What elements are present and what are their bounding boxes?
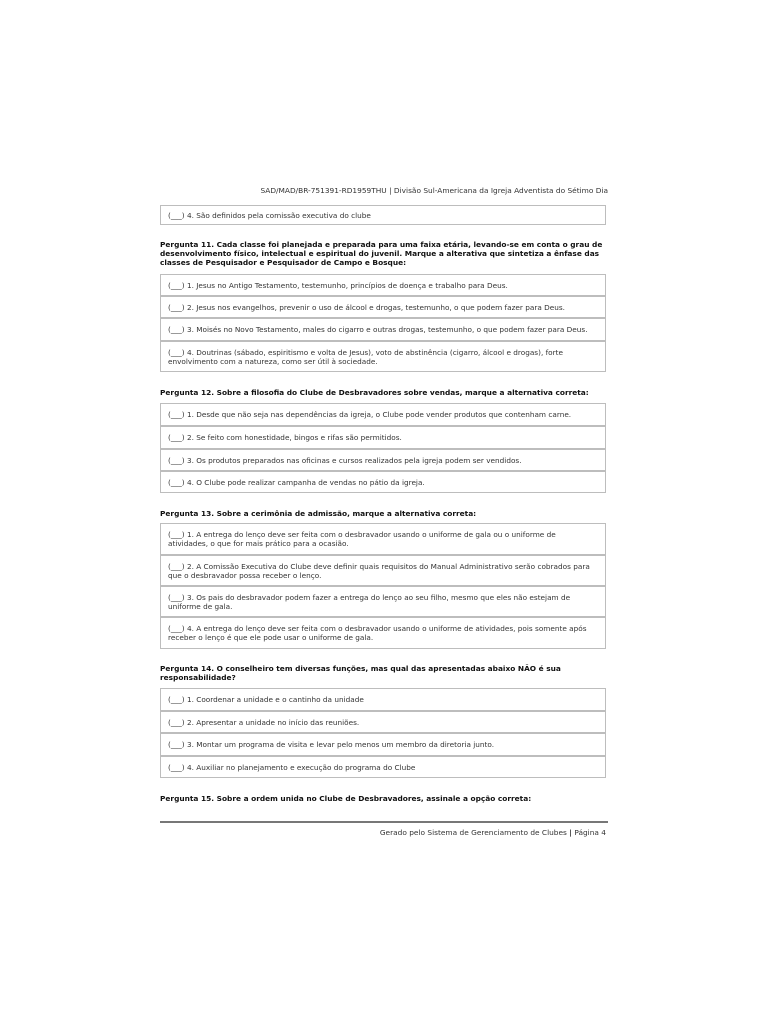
q11-option-3: (___) 3. Moisés no Novo Testamento, males do cigarro e outras drogas, testemunho, o que podem fazer para Deus. (160, 318, 606, 341)
q12-option-1: (___) 1. Desde que não seja nas dependências da igreja, o Clube pode vender produtos que contenham carne. (160, 403, 606, 426)
q11-option-1: (___) 1. Jesus no Antigo Testamento, testemunho, princípios de doença e trabalho para Deus. (160, 274, 606, 296)
footer-divider (160, 821, 608, 823)
q14-option-4: (___) 4. Auxiliar no planejamento e execução do programa do Clube (160, 756, 606, 778)
q10-option-4: (___) 4. São definidos pela comissão executiva do clube (160, 205, 606, 225)
q13-option-3: (___) 3. Os pais do desbravador podem fazer a entrega do lenço ao seu filho, mesmo que eles não estejam de uniforme de gala. (160, 586, 606, 617)
q14-option-2: (___) 2. Apresentar a unidade no início das reuniões. (160, 711, 606, 733)
q13-option-1: (___) 1. A entrega do lenço deve ser feita com o desbravador usando o uniforme de gala ou o uniforme de atividades, o que for mais prático para a ocasião. (160, 523, 606, 555)
page-footer (160, 828, 606, 837)
page-header: SAD/MAD/BR-751391-RD1959THU | Divisão Sul-Americana da Igreja Adventista do Sétimo Dia (260, 186, 608, 195)
q12-question: Pergunta 12. Sobre a filosofia do Clube de Desbravadores sobre vendas, marque a alternativa correta: (160, 388, 589, 397)
q13-option-2: (___) 2. A Comissão Executiva do Clube deve definir quais requisitos do Manual Administrativo serão cobrados para que o desbravador possa receber o lenço. (160, 555, 606, 586)
q13-option-4: (___) 4. A entrega do lenço deve ser feita com o desbravador usando o uniforme de atividades, pois somente após receber o lenço é que ele pode usar o uniforme de gala. (160, 617, 606, 649)
q12-option-3: (___) 3. Os produtos preparados nas oficinas e cursos realizados pela igreja podem ser vendidos. (160, 449, 606, 471)
q14-option-3: (___) 3. Montar um programa de visita e levar pelo menos um membro da diretoria junto. (160, 733, 606, 756)
q14-question: Pergunta 14. O conselheiro tem diversas funções, mas qual das apresentadas abaixo NÃO é sua responsabilidade? (160, 664, 561, 682)
q15-question: Pergunta 15. Sobre a ordem unida no Clube de Desbravadores, assinale a opção correta: (160, 794, 532, 803)
q11-option-2: (___) 2. Jesus nos evangelhos, prevenir o uso de álcool e drogas, testemunho, o que podem fazer para Deus. (160, 296, 606, 318)
q12-option-4: (___) 4. O Clube pode realizar campanha de vendas no pátio da igreja. (160, 471, 606, 493)
q11-question: Pergunta 11. Cada classe foi planejada e preparada para uma faixa etária, levando-se em conta o grau de desenvolvimento físico, intelectual e espiritual do juvenil. Marque a alterativa que sintetiza a ênfase das classes de Pesquisador e Pesquisador de Campo e Bosque: (160, 240, 603, 267)
q13-question: Pergunta 13. Sobre a cerimônia de admissão, marque a alternativa correta: (160, 509, 477, 518)
footer-separator: | (569, 828, 572, 837)
footer-text: Gerado pelo Sistema de Gerenciamento de Clubes (379, 828, 567, 837)
page-number: Página 4 (574, 828, 606, 837)
q12-option-2: (___) 2. Se feito com honestidade, bingos e rifas são permitidos. (160, 426, 606, 449)
q11-option-4: (___) 4. Doutrinas (sábado, espiritismo e volta de Jesus), voto de abstinência (cigarro, álcool e drogas), forte envolvimento com a natureza, como ser útil à sociedade. (160, 341, 606, 372)
q14-option-1: (___) 1. Coordenar a unidade e o cantinho da unidade (160, 688, 606, 711)
